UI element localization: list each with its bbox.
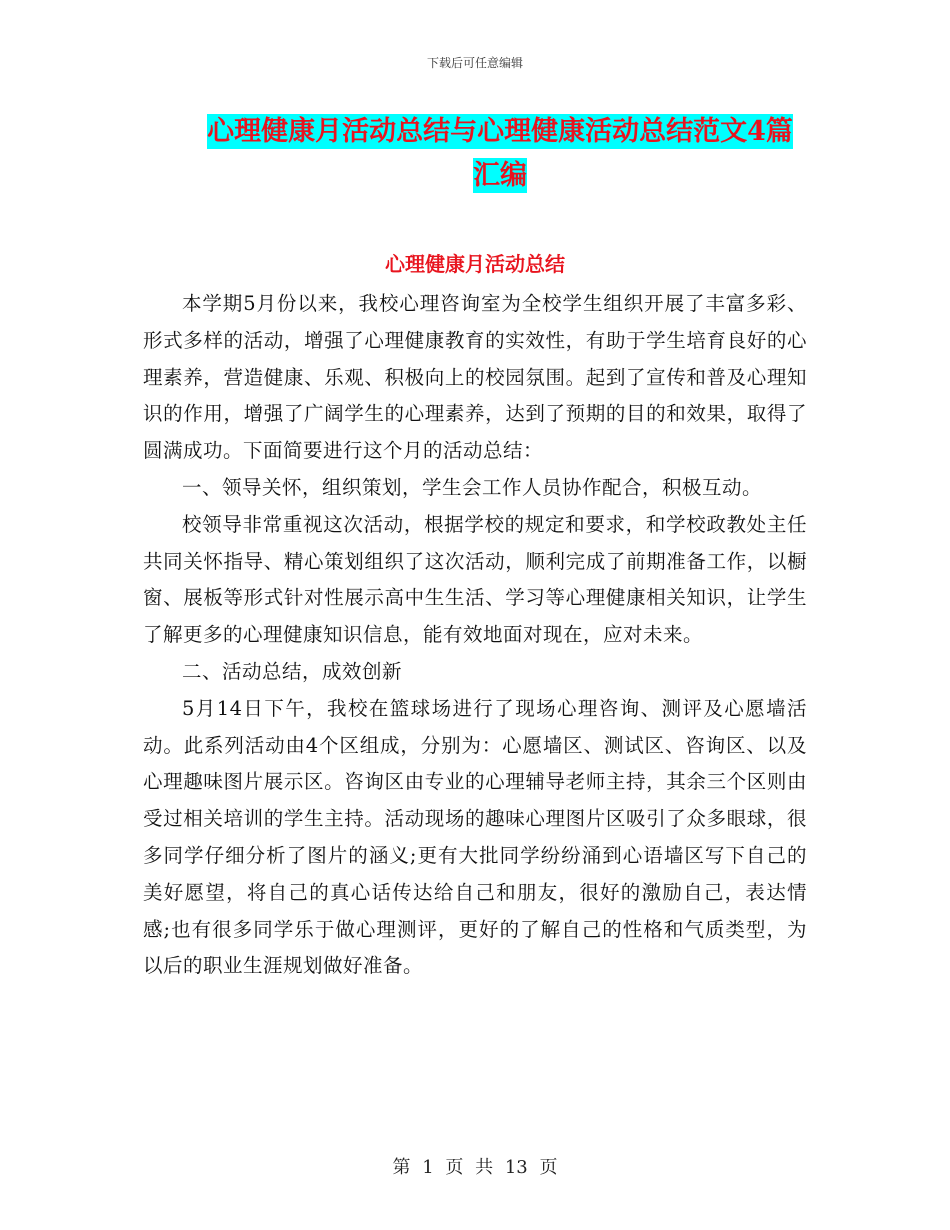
body-paragraph-point-one-heading: 一、领导关怀，组织策划，学生会工作人员协作配合，积极互动。 [182, 475, 763, 499]
body-paragraph-point-two-heading: 二、活动总结，成效创新 [182, 659, 403, 683]
document-title-text: 心理健康月活动总结与心理健康活动总结范文4篇汇编 [207, 116, 793, 191]
document-body [143, 286, 807, 985]
body-paragraph-activity-details: 5月14日下午，我校在篮球场进行了现场心理咨询、测评及心愿墙活动。此系列活动由4个区组成，分别为：心愿墙区、测试区、咨询区、以及心理趣味图片展示区。咨询区由专业的心理辅导老师主持，其余三个区则由受过相关培训的学生主持。活动现场的趣味心理图片区吸引了众多眼球，很多同学仔细分析了图片的涵义;更有大批同学纷纷涌到心语墙区写下自己的美好愿望，将自己的真心话传达给自己和朋友，很好的激励自己，表达情感;也有很多同学乐于做心理测评，更好的了解自己的性格和气质类型，为以后的职业生涯规划做好准备。 [143, 696, 807, 978]
section-heading: 心理健康月活动总结 [385, 252, 565, 276]
body-paragraph-leadership: 校领导非常重视这次活动，根据学校的规定和要求，和学校政教处主任共同关怀指导、精心策划组织了这次活动，顺利完成了前期准备工作，以橱窗、展板等形式针对性展示高中生生活、学习等心理健康相关知识，让学生了解更多的心理健康知识信息，能有效地面对现在，应对未来。 [143, 512, 807, 647]
header-note: 下载后可任意编辑 [426, 56, 523, 70]
page-indicator: 第 1 页 共 13 页 [392, 1157, 558, 1178]
body-paragraph-intro: 本学期5月份以来，我校心理咨询室为全校学生组织开展了丰富多彩、形式多样的活动，增强了心理健康教育的实效性，有助于学生培育良好的心理素养，营造健康、乐观、积极向上的校园氛围。起到了宣传和普及心理知识的作用，增强了广阔学生的心理素养，达到了预期的目的和效果，取得了圆满成功。下面简要进行这个月的活动总结： [143, 292, 807, 463]
document-title [195, 110, 805, 198]
